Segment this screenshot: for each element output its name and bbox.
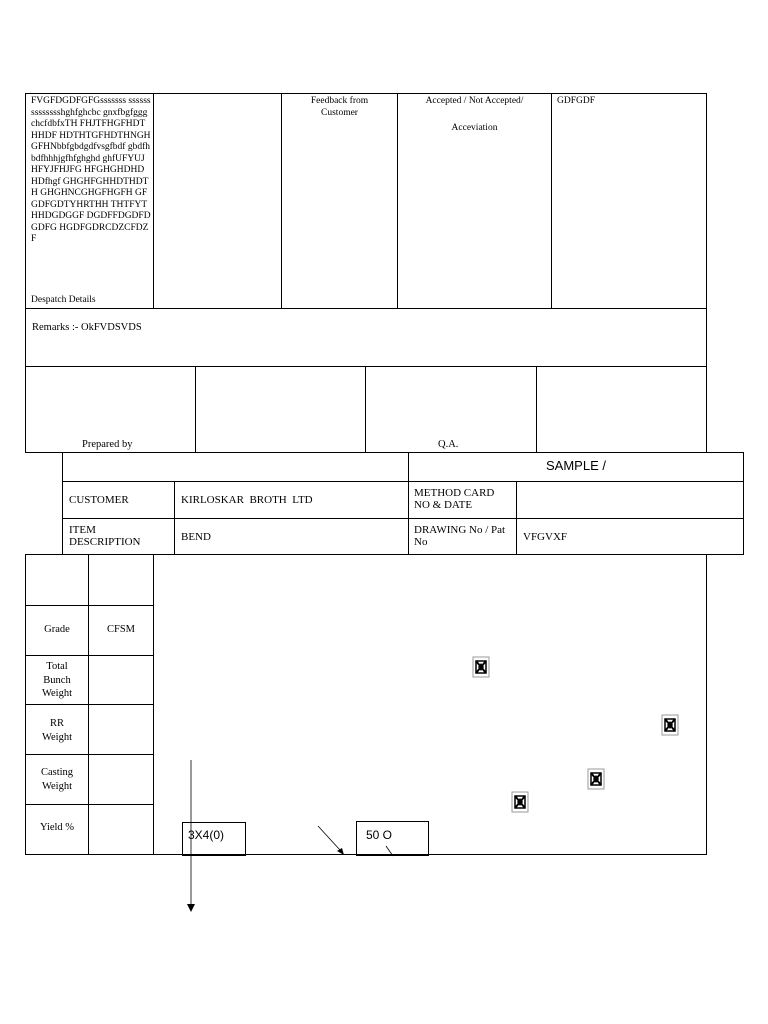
diagonal-leader-line (318, 826, 340, 850)
drawing-label: DRAWING No / Pat No (414, 524, 506, 548)
qa-label: Q.A. (438, 439, 459, 450)
item-description-value: BEND (181, 531, 211, 543)
drawing-value: VFGVXF (523, 531, 568, 543)
grade-label: Grade (44, 624, 70, 635)
prepared-by-label: Prepared by (82, 439, 133, 450)
grade-value: CFSM (106, 624, 136, 635)
arrow-head-down (187, 904, 195, 912)
yield-label: Yield % (39, 822, 75, 833)
feedback-label-line1: Feedback from (310, 96, 369, 106)
customer-value: KIRLOSKAR BROTH LTD (181, 494, 313, 506)
dimension-box-2-text: 50 O (366, 828, 393, 842)
short-tick-line (386, 846, 393, 856)
accepted-label: Accepted / Not Accepted/ (425, 96, 524, 106)
top-table-col5-text: GDFGDF (557, 96, 596, 106)
top-table-col1-text: FVGFDGDFGFGsssssss sssssssssssssshghfghcbc gnxfbgfgggchcfdbfxTH FHJTFHGFHDTHHDF HDTHTGFHDTHNGH GFHNbbfgbdgdfvsgfbdf gbdfhbdfhhhjgfhfghghd ghfUFYUJHFYJFHJFG HFGHGHDHDHDfhgf GHGHFGHHDTHDTH GHGHNCGHGFHGFH GFGDFGDTYHRTHH THTFYTHHDGDGGF DGDFFDGDFDGDFG HGDFGDRCDZCFDZF (31, 96, 151, 244)
method-card-label: METHOD CARD NO & DATE (414, 487, 495, 511)
total-bunch-weight-label: Total Bunch Weight (41, 661, 73, 699)
sample-label: SAMPLE / (546, 458, 606, 473)
arrow-head-diagonal (337, 848, 344, 855)
casting-weight-label: Casting Weight (40, 767, 74, 792)
dimension-box-1-text: 3X4(0) (188, 828, 225, 842)
rr-weight-label: RR Weight (41, 718, 73, 743)
acceviation-label: Acceviation (451, 123, 498, 133)
customer-label: CUSTOMER (69, 494, 129, 506)
item-description-label: ITEM DESCRIPTION (69, 524, 141, 548)
feedback-label-line2: Customer (321, 108, 358, 118)
remarks-text: Remarks :- OkFVDSVDS (32, 322, 142, 333)
despatch-details-label: Despatch Details (31, 295, 96, 305)
